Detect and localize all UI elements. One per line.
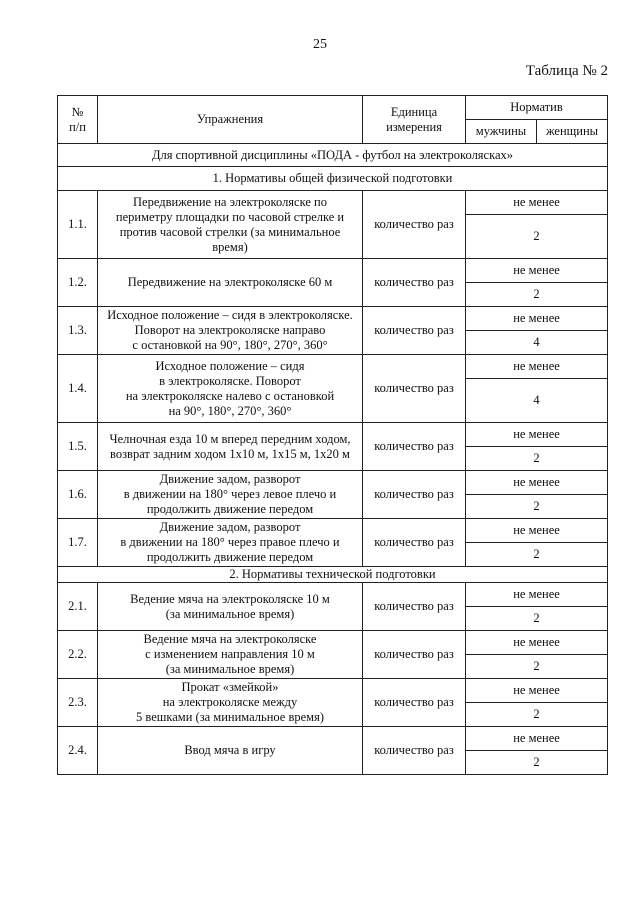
row-num: 2.2. xyxy=(58,631,98,679)
row-exercise: Исходное положение – сидя в электроколяске. Поворот на электроколяске направо с остановкой на 90°, 180°, 270°, 360° xyxy=(98,307,363,355)
row-exercise: Прокат «змейкой» на электроколяске между 5 вешками (за минимальное время) xyxy=(98,679,363,727)
row-num: 1.7. xyxy=(58,519,98,567)
row-norm-value: 2 xyxy=(466,751,608,775)
row-exercise: Ведение мяча на электроколяске с изменением направления 10 м (за минимальное время) xyxy=(98,631,363,679)
row-num: 1.4. xyxy=(58,355,98,423)
row-norm-label: не менее xyxy=(466,727,608,751)
row-exercise: Челночная езда 10 м вперед передним ходом, возврат задним ходом 1x10 м, 1x15 м, 1x20 м xyxy=(98,423,363,471)
row-unit: количество раз xyxy=(363,471,466,519)
row-num: 1.1. xyxy=(58,191,98,259)
row-norm-label: не менее xyxy=(466,471,608,495)
row-norm-value: 4 xyxy=(466,331,608,355)
row-norm-value: 2 xyxy=(466,655,608,679)
row-exercise: Движение задом, разворот в движении на 180° через левое плечо и продолжить движение передом xyxy=(98,471,363,519)
row-num: 1.3. xyxy=(58,307,98,355)
discipline-title: Для спортивной дисциплины «ПОДА - футбол на электроколясках» xyxy=(58,144,608,167)
row-exercise: Движение задом, разворот в движении на 180° через правое плечо и продолжить движение передом xyxy=(98,519,363,567)
row-norm-label: не менее xyxy=(466,307,608,331)
row-norm-label: не менее xyxy=(466,423,608,447)
row-num: 2.4. xyxy=(58,727,98,775)
norms-table xyxy=(57,95,608,775)
row-unit: количество раз xyxy=(363,631,466,679)
row-norm-label: не менее xyxy=(466,679,608,703)
row-unit: количество раз xyxy=(363,259,466,307)
row-exercise: Передвижение на электроколяске по периметру площадки по часовой стрелке и против часовой стрелки (за минимальное время) xyxy=(98,191,363,259)
row-unit: количество раз xyxy=(363,519,466,567)
row-unit: количество раз xyxy=(363,423,466,471)
row-norm-value: 2 xyxy=(466,495,608,519)
row-norm-value: 2 xyxy=(466,447,608,471)
header-norm: Норматив xyxy=(466,96,608,120)
row-exercise: Ведение мяча на электроколяске 10 м (за минимальное время) xyxy=(98,583,363,631)
row-norm-value: 4 xyxy=(466,379,608,423)
row-norm-label: не менее xyxy=(466,631,608,655)
row-unit: количество раз xyxy=(363,679,466,727)
row-unit: количество раз xyxy=(363,355,466,423)
row-unit: количество раз xyxy=(363,583,466,631)
row-num: 2.3. xyxy=(58,679,98,727)
row-norm-value: 2 xyxy=(466,283,608,307)
row-norm-value: 2 xyxy=(466,543,608,567)
row-exercise: Исходное положение – сидя в электроколяске. Поворот на электроколяске налево с остановкой на 90°, 180°, 270°, 360° xyxy=(98,355,363,423)
row-unit: количество раз xyxy=(363,307,466,355)
row-unit: количество раз xyxy=(363,727,466,775)
row-num: 2.1. xyxy=(58,583,98,631)
section-title: 1. Нормативы общей физической подготовки xyxy=(58,167,608,191)
table-title: Таблица № 2 xyxy=(525,63,608,79)
row-num: 1.6. xyxy=(58,471,98,519)
header-women: женщины xyxy=(537,120,608,144)
row-norm-label: не менее xyxy=(466,519,608,543)
row-norm-label: не менее xyxy=(466,583,608,607)
row-norm-value: 2 xyxy=(466,215,608,259)
row-norm-value: 2 xyxy=(466,703,608,727)
row-norm-label: не менее xyxy=(466,191,608,215)
header-men: мужчины xyxy=(466,120,537,144)
row-norm-label: не менее xyxy=(466,259,608,283)
header-num: № п/п xyxy=(58,96,98,144)
row-exercise: Ввод мяча в игру xyxy=(98,727,363,775)
row-exercise: Передвижение на электроколяске 60 м xyxy=(98,259,363,307)
row-norm-label: не менее xyxy=(466,355,608,379)
page-number: 25 xyxy=(313,37,327,52)
row-num: 1.2. xyxy=(58,259,98,307)
row-norm-value: 2 xyxy=(466,607,608,631)
header-exercise: Упражнения xyxy=(98,96,363,144)
row-unit: количество раз xyxy=(363,191,466,259)
header-unit: Единица измерения xyxy=(363,96,466,144)
row-num: 1.5. xyxy=(58,423,98,471)
section-title: 2. Нормативы технической подготовки xyxy=(58,567,608,583)
